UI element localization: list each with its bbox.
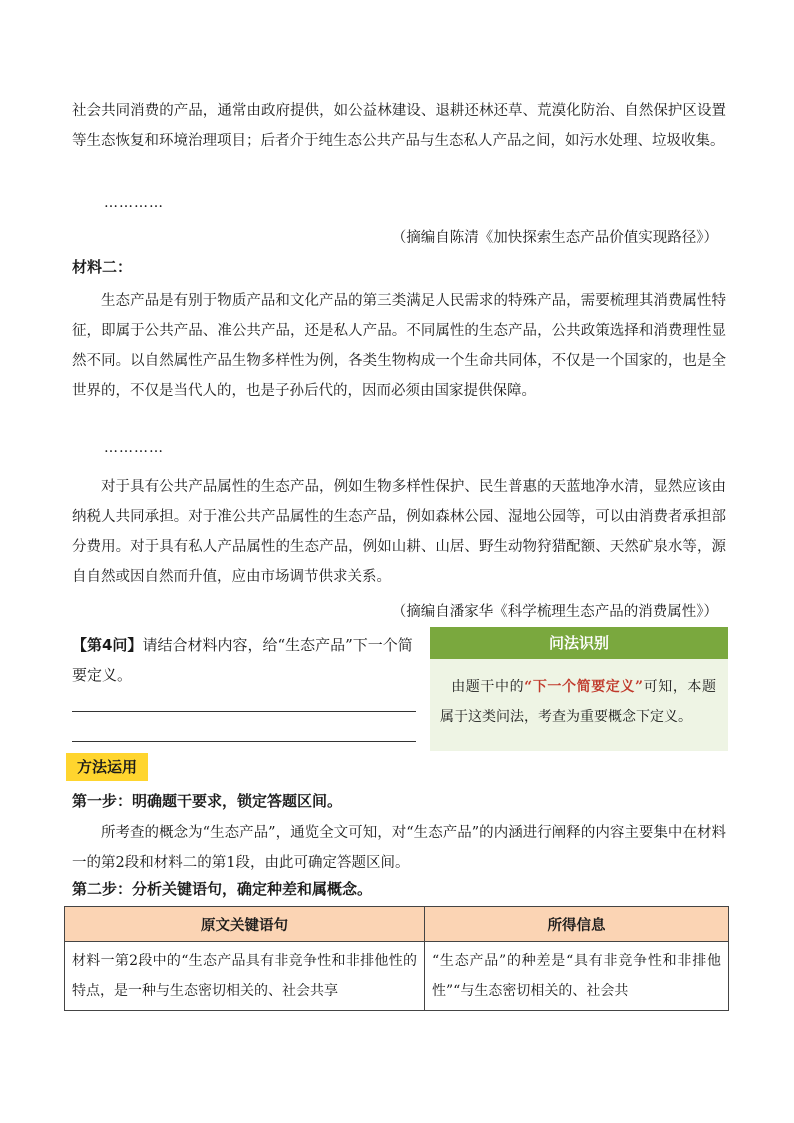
method-box-text: 由题干中的“下一个简要定义”可知，本题属于这类问法，考查为重要概念下定义。 <box>440 679 717 725</box>
table-row <box>65 942 729 1011</box>
table-header: 原文关键语句 <box>65 907 425 942</box>
table-cell: 材料一第2段中的“生态产品具有非竞争性和非排他性的特点，是一种与生态密切相关的、社会共享 <box>65 942 425 1011</box>
step-one-heading: 第一步：明确题干要求，锁定答题区间。 <box>72 792 343 810</box>
answer-line <box>72 711 416 712</box>
question-text: 请结合材料内容，给“生态产品”下一个简要定义。 <box>72 636 413 684</box>
table-header: 所得信息 <box>425 907 729 942</box>
ellipsis: ………… <box>104 195 164 211</box>
table-cell: “生态产品”的种差是“具有非竞争性和非排他性”“与生态密切相关的、社会共 <box>425 942 729 1011</box>
material-two-heading: 材料二： <box>72 258 133 276</box>
citation: （摘编自陈清《加快探索生态产品价值实现路径》） <box>391 230 718 246</box>
method-identification-box <box>430 627 728 751</box>
step-two-heading: 第二步：分析关键语句，确定种差和属概念。 <box>72 880 373 898</box>
highlight-phrase: “下一个简要定义” <box>524 679 644 695</box>
method-box-title: 问法识别 <box>430 627 728 659</box>
question <box>72 630 417 690</box>
citation: （摘编自潘家华《科学梳理生态产品的消费属性》） <box>391 604 718 620</box>
ellipsis: ………… <box>104 440 164 456</box>
table-header-row <box>65 907 729 942</box>
answer-line <box>72 741 416 742</box>
intro-paragraph: 社会共同消费的产品，通常由政府提供，如公益林建设、退耕还林还草、荒漠化防治、自然保护区设置等生态恢复和环境治理项目；后者介于纯生态公共产品与生态私人产品之间，如污水处理、垃圾收集。 <box>72 103 726 149</box>
question-label: 【第4问】 <box>72 636 143 654</box>
info-table <box>64 906 729 1011</box>
material-two-paragraph-2: 对于具有公共产品属性的生态产品，例如生物多样性保护、民生普惠的天蓝地净水清，显然应该由纳税人共同承担。对于准公共产品属性的生态产品，例如森林公园、湿地公园等，可以由消费者承担部分费用。对于具有私人产品属性的生态产品，例如山耕、山居、野生动物狩猎配额、天然矿泉水等，源自自然或因自然而升值，应由市场调节供求关系。 <box>72 479 726 585</box>
step-one-text: 所考查的概念为“生态产品”，通览全文可知，对“生态产品”的内涵进行阐释的内容主要集中在材料一的第2段和材料二的第1段，由此可确定答题区间。 <box>72 825 726 871</box>
material-two-paragraph: 生态产品是有别于物质产品和文化产品的第三类满足人民需求的特殊产品，需要梳理其消费属性特征，即属于公共产品、准公共产品，还是私人产品。不同属性的生态产品，公共政策选择和消费理性显然不同。以自然属性产品生物多样性为例，各类生物构成一个生命共同体，不仅是一个国家的，也是全世界的，不仅是当代人的，也是子孙后代的，因而必须由国家提供保障。 <box>72 293 726 399</box>
method-badge: 方法运用 <box>66 753 148 781</box>
